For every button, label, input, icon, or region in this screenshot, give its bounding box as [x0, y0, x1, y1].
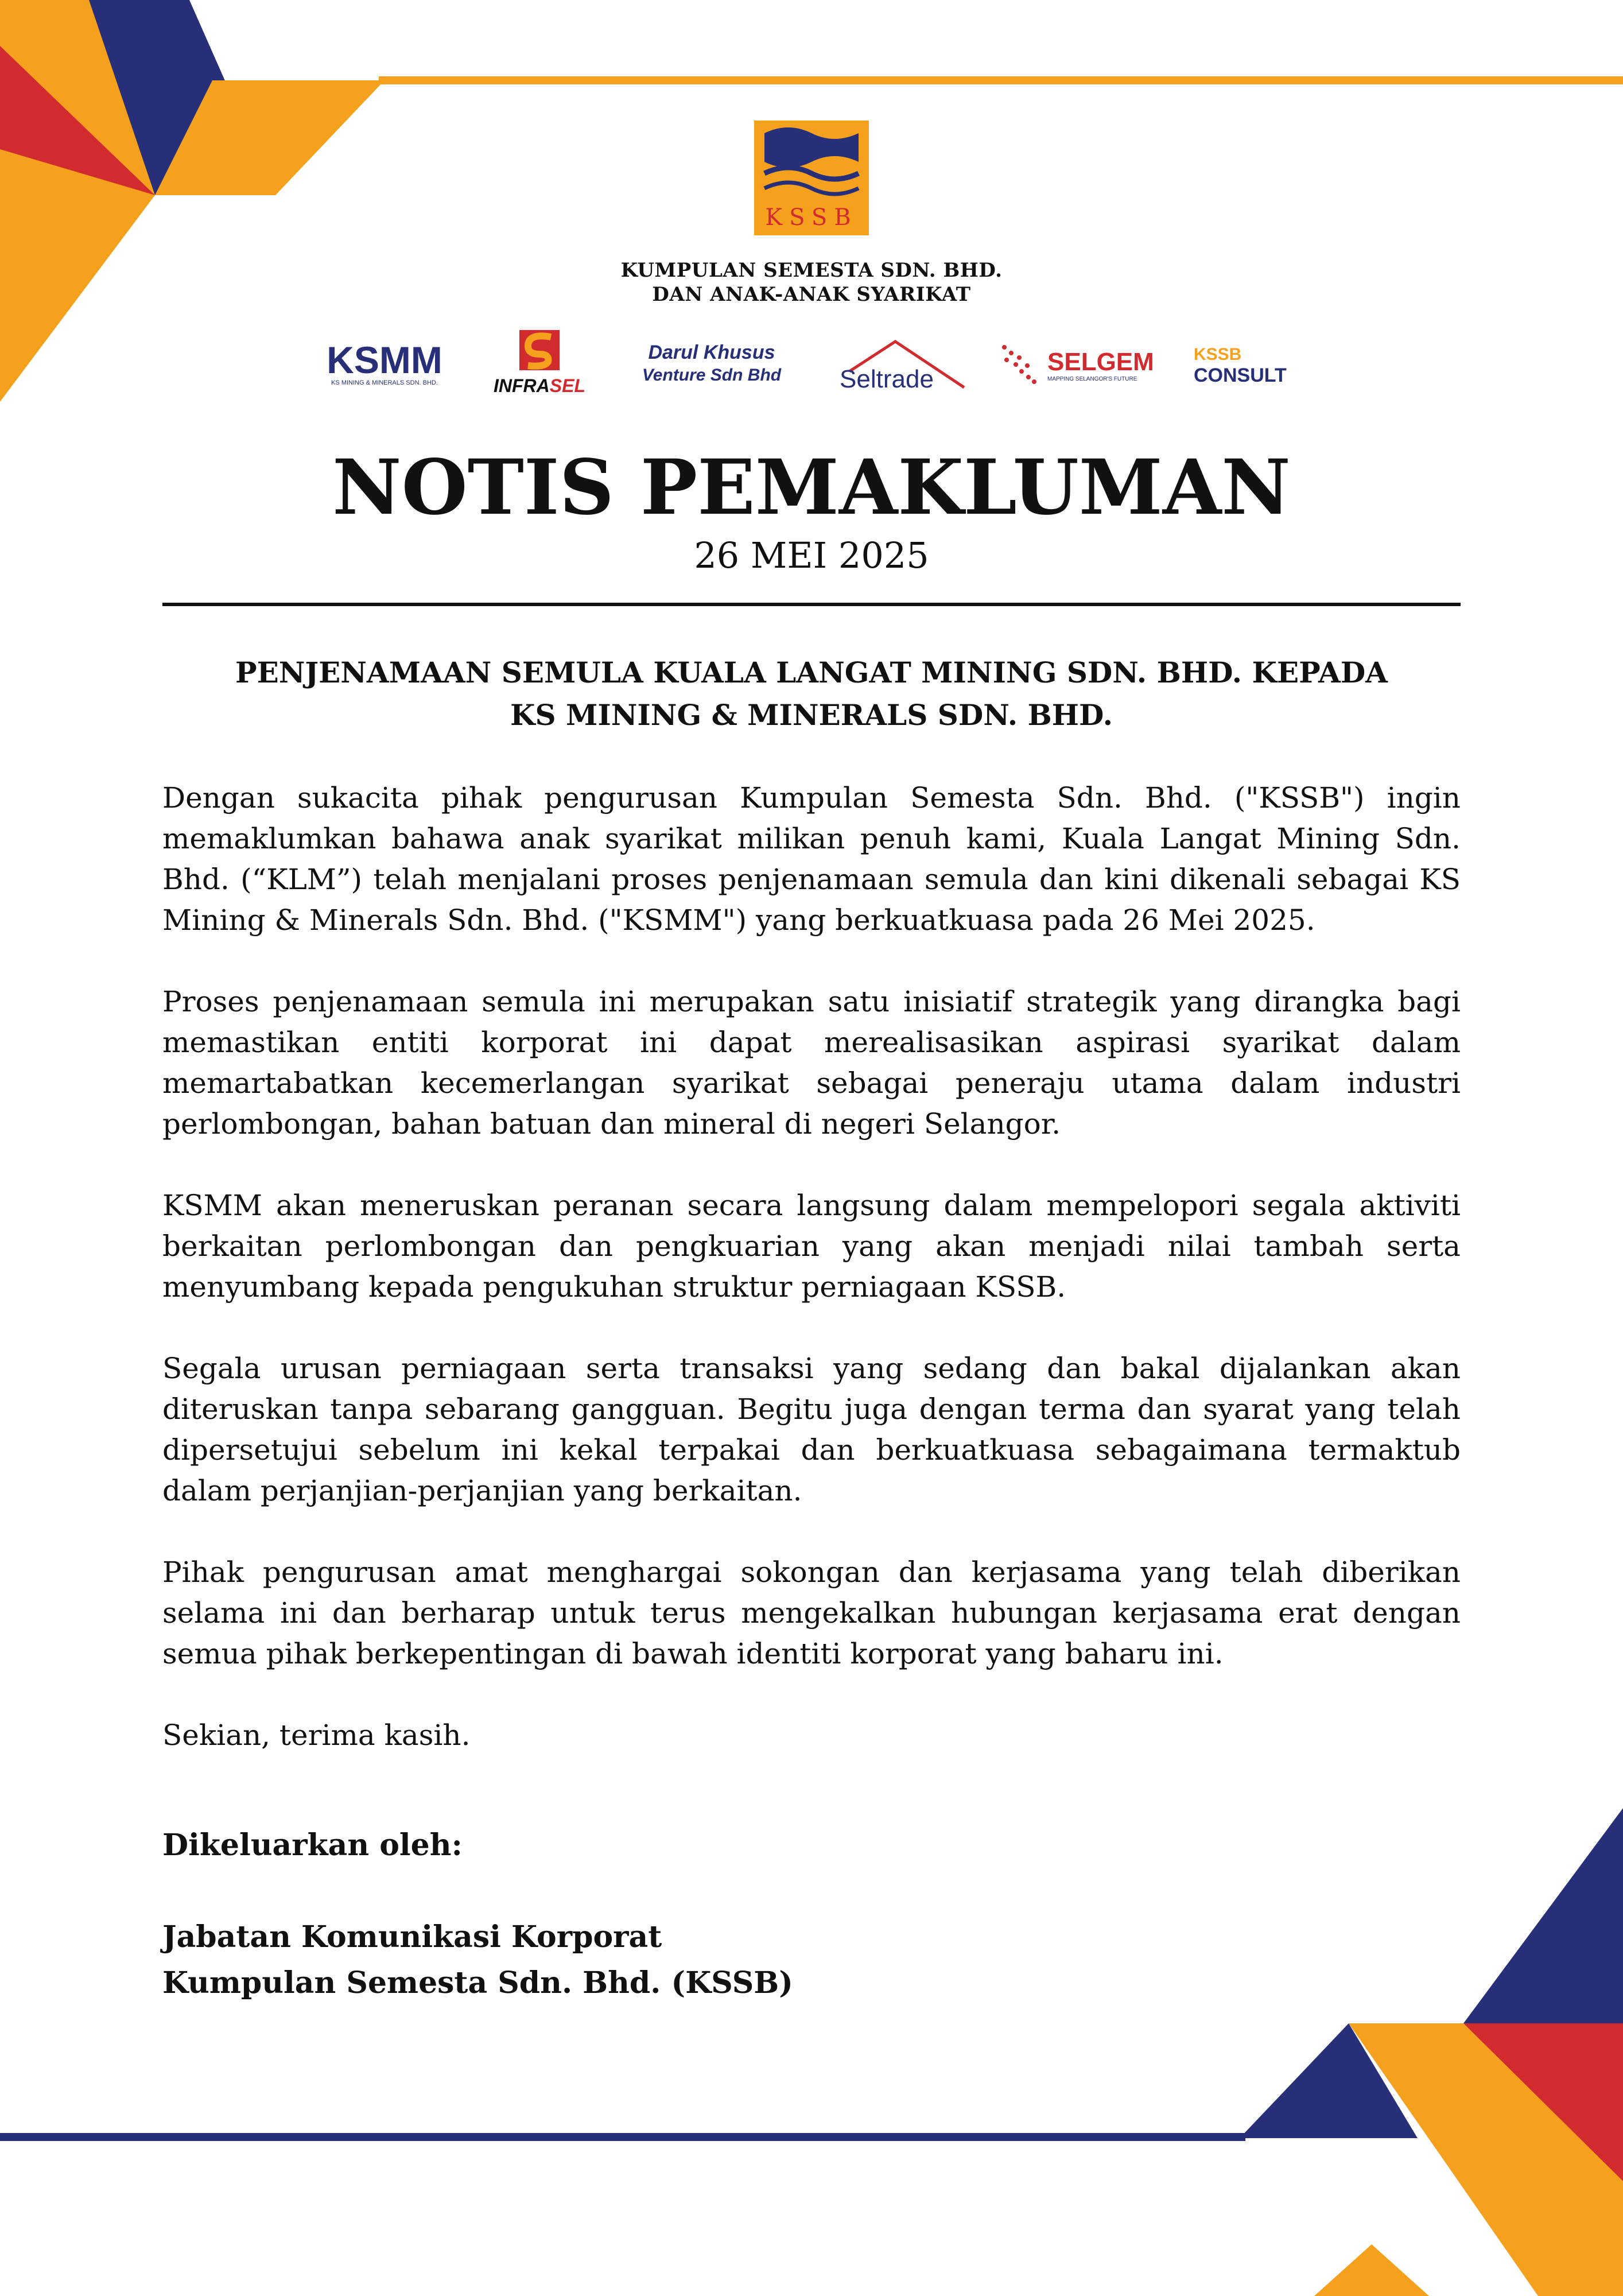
svg-text:SELGEM: SELGEM: [1047, 348, 1154, 376]
paragraph-4: Segala urusan perniagaan serta transaksi yang sedang dan bakal dijalankan akan diteruskan tanpa sebarang gangguan. Begitu juga dengan terma dan syarat yang telah dipersetujui sebelum ini kekal terpakai dan berkuatkuasa sebagaimana termaktub dalam perjanjian-perjanjian yang berkaitan.: [162, 1352, 1461, 1507]
kssb-logo: [754, 121, 869, 235]
notice-title: NOTIS PEMAKLUMAN: [332, 443, 1291, 532]
svg-text:CONSULT: CONSULT: [1194, 364, 1287, 386]
svg-text:KS MINING & MINERALS SDN. BHD.: KS MINING & MINERALS SDN. BHD.: [331, 379, 438, 386]
svg-text:INFRASEL: INFRASEL: [494, 375, 585, 396]
svg-text:KSMM: KSMM: [327, 339, 442, 381]
paragraph-2: Proses penjenamaan semula ini merupakan satu inisiatif strategik yang dirangka bagi memastikan entiti korporat ini dapat merealisasikan aspirasi syarikat dalam memartabatkan kecemerlangan syarikat sebagai peneraju utama dalam industri perlombongan, bahan batuan dan mineral di negeri Selangor.: [162, 985, 1461, 1141]
svg-text:Darul Khusus: Darul Khusus: [648, 342, 775, 363]
company-name-line2: DAN ANAK-ANAK SYARIKAT: [652, 283, 971, 306]
company-name-line1: KUMPULAN SEMESTA SDN. BHD.: [620, 259, 1003, 282]
bottom-navy-line: [0, 2133, 1245, 2141]
notice-subject: [162, 651, 1461, 736]
subject-line2: KS MINING & MINERALS SDN. BHD.: [510, 698, 1113, 732]
ksmm-logo: [316, 330, 453, 399]
notice-body: [162, 778, 1461, 1797]
subject-line1: PENJENAMAAN SEMULA KUALA LANGAT MINING SDN. BHD. KEPADA: [235, 656, 1388, 689]
bottom-right-triangles: [1240, 1808, 1623, 2296]
paragraph-1: Dengan sukacita pihak pengurusan Kumpulan Semesta Sdn. Bhd. ("KSSB") ingin memaklumkan bahawa anak syarikat milikan penuh kami, Kuala Langat Mining Sdn. Bhd. (“KLM”) telah menjalani proses penjenamaan semula dan kini dikenali sebagai KS Mining & Minerals Sdn. Bhd. ("KSMM") yang berkuatkuasa pada 26 Mei 2025.: [162, 781, 1461, 937]
top-orange-line: [379, 76, 1623, 84]
svg-text:KSSB: KSSB: [765, 204, 858, 231]
notice-date: 26 MEI 2025: [694, 534, 929, 576]
svg-text:KSSB: KSSB: [1194, 345, 1242, 364]
paragraph-3: KSMM akan meneruskan peranan secara langsung dalam mempelopori segala aktiviti berkaitan perlombongan dan pengkuarian yang akan menjadi nilai tambah serta menyumbang kepada pengukuhan struktur perniagaan KSSB.: [162, 1189, 1461, 1304]
issuer-department: Jabatan Komunikasi Korporat: [162, 1919, 662, 1954]
paragraph-5: Pihak pengurusan amat menghargai sokongan dan kerjasama yang telah diberikan selama ini dan berharap untuk terus mengekalkan hubungan kerjasama erat dengan semua pihak berkepentingan di bawah identiti korporat yang baharu ini.: [162, 1556, 1461, 1670]
svg-text:Venture Sdn Bhd: Venture Sdn Bhd: [642, 366, 782, 385]
selgem-logo: [999, 330, 1159, 399]
issued-by-label: Dikeluarkan oleh:: [162, 1828, 463, 1863]
title-divider: [162, 603, 1461, 606]
darul-khusus-logo: [620, 330, 803, 399]
infrasel-logo: [494, 330, 585, 399]
seltrade-logo: [826, 330, 976, 399]
letterhead: [0, 121, 1623, 307]
svg-text:Seltrade: Seltrade: [840, 365, 934, 393]
kssb-consult-logo: [1188, 330, 1314, 399]
closing-line: Sekian, terima kasih.: [162, 1719, 471, 1752]
issuer-block: [162, 1914, 793, 2006]
subsidiary-logos: [316, 330, 1314, 399]
svg-text:MAPPING SELANGOR'S FUTURE: MAPPING SELANGOR'S FUTURE: [1047, 376, 1137, 382]
issuer-company: Kumpulan Semesta Sdn. Bhd. (KSSB): [162, 1965, 793, 2000]
